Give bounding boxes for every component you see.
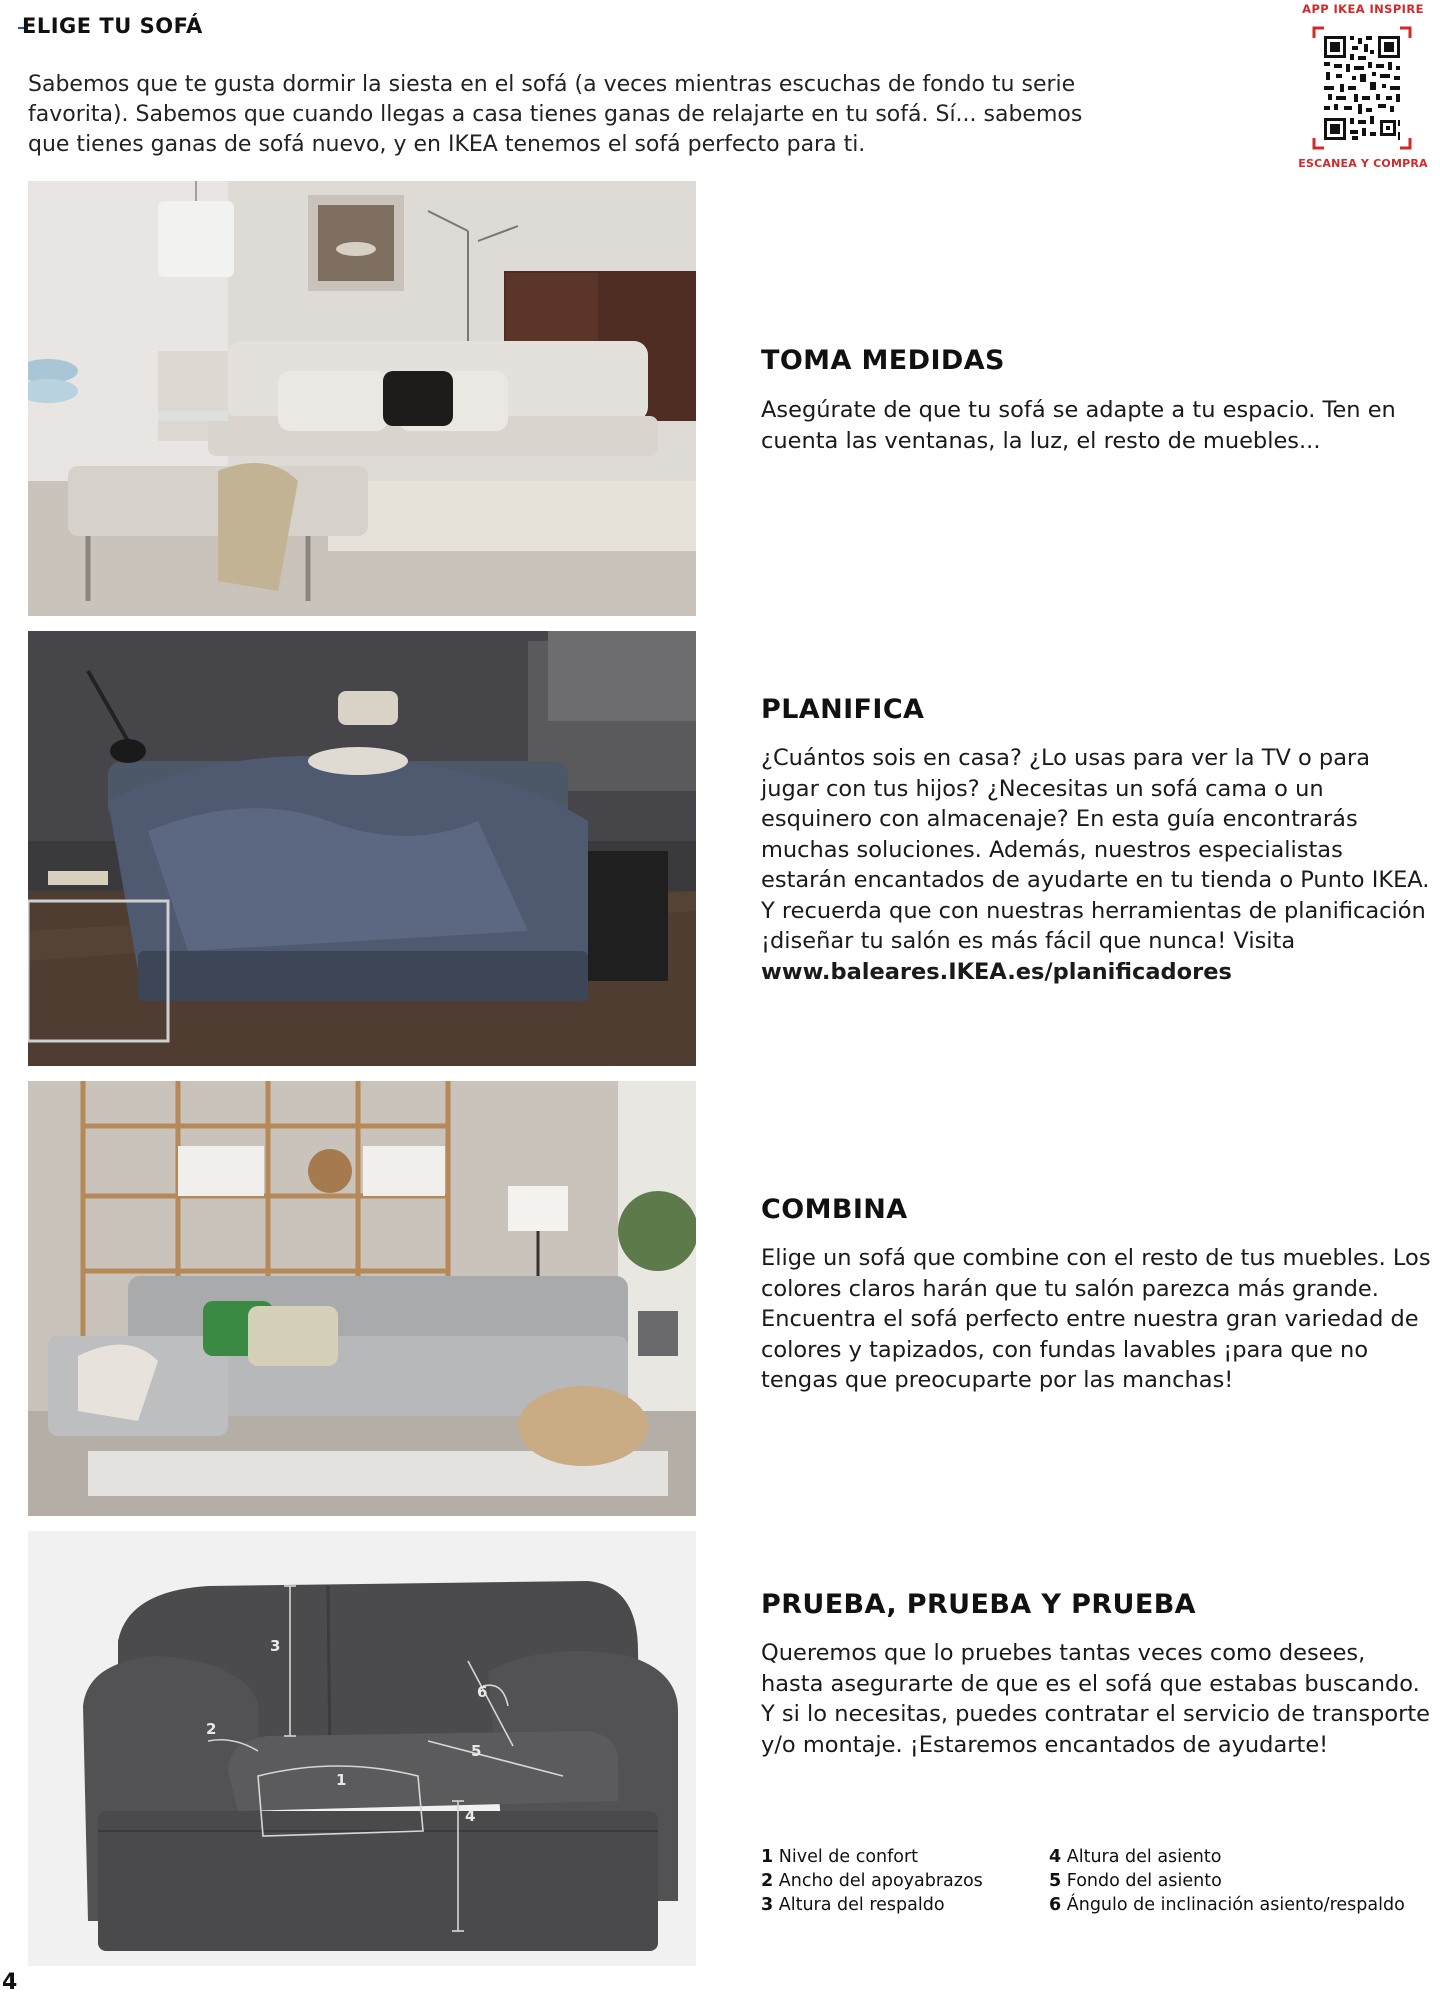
section-title-toma-medidas: TOMA MEDIDAS — [761, 345, 1005, 376]
legend-item: 6 Ángulo de inclinación asiento/respaldo — [1049, 1895, 1405, 1915]
section-title-combina: COMBINA — [761, 1194, 908, 1225]
planificadores-link[interactable]: www.baleares.IKEA.es/planificadores — [761, 958, 1232, 985]
qr-bottom-label: ESCANEA Y COMPRA — [1298, 157, 1428, 170]
grey-sofa-photo — [28, 1081, 696, 1516]
section-title-prueba: PRUEBA, PRUEBA Y PRUEBA — [761, 1589, 1196, 1620]
sofa-bed-photo — [28, 631, 696, 1066]
legend-item: 2 Ancho del apoyabrazos — [761, 1871, 983, 1891]
diagram-marker-3: 3 — [270, 1637, 281, 1655]
section-title-planifica: PLANIFICA — [761, 694, 925, 725]
page-title: ELIGE TU SOFÁ — [22, 14, 203, 38]
qr-block[interactable] — [1298, 0, 1428, 175]
legend-column-right — [1049, 1845, 1405, 1917]
qr-code-icon[interactable] — [1312, 24, 1412, 152]
diagram-marker-4: 4 — [465, 1807, 476, 1825]
intro-text: Sabemos que te gusta dormir la siesta en el sofá (a veces mientras escuchas de fondo tu serie favorita). Sabemos que cuando llegas a casa tienes ganas de relajarte en tu sofá. Sí... sabemos que tienes ganas de sofá nuevo, y en IKEA tenemos el sofá perfecto para ti. — [28, 72, 1083, 157]
diagram-marker-6: 6 — [477, 1683, 488, 1701]
legend-column-left — [761, 1845, 983, 1917]
legend-item: 4 Altura del asiento — [1049, 1847, 1222, 1867]
legend-item: 3 Altura del respaldo — [761, 1895, 945, 1915]
section-body-planifica-text: ¿Cuántos sois en casa? ¿Lo usas para ver la TV o para jugar con tus hijos? ¿Necesitas un sofá cama o un esquinero con almacenaje? En esta guía encontrarás muchas soluciones. Además, nuestros especialistas estarán encantados de ayudarte en tu tienda o Punto IKEA. Y recuerda que con nuestras herramientas de planificación ¡diseñar tu salón es más fácil que nunca! Visita — [761, 745, 1430, 954]
section-body-combina: Elige un sofá que combine con el resto de tus muebles. Los colores claros harán que tu salón parezca más grande. Encuentra el sofá perfecto entre nuestra gran variedad de colores y tapizados, con fundas lavables ¡para que no tengas que preocuparte por las manchas! — [761, 1245, 1431, 1393]
diagram-marker-2: 2 — [206, 1720, 217, 1738]
legend-item: 1 Nivel de confort — [761, 1847, 919, 1867]
diagram-marker-1: 1 — [336, 1771, 347, 1789]
living-room-photo — [28, 181, 696, 616]
qr-top-label: APP IKEA INSPIRE — [1302, 2, 1424, 16]
section-body-toma-medidas: Asegúrate de que tu sofá se adapte a tu espacio. Ten en cuenta las ventanas, la luz, el resto de muebles... — [761, 397, 1396, 454]
sofa-measurement-diagram — [28, 1531, 696, 1966]
diagram-marker-5: 5 — [471, 1742, 482, 1760]
legend-item: 5 Fondo del asiento — [1049, 1871, 1222, 1891]
page-number: 4 — [2, 1970, 18, 1995]
section-body-prueba: Queremos que lo pruebes tantas veces como desees, hasta asegurarte de que es el sofá que estabas buscando. Y si lo necesitas, puedes contratar el servicio de transporte y/o montaje. ¡Estaremos encantados de ayudarte! — [761, 1640, 1431, 1758]
section-body-planifica — [761, 743, 1431, 987]
